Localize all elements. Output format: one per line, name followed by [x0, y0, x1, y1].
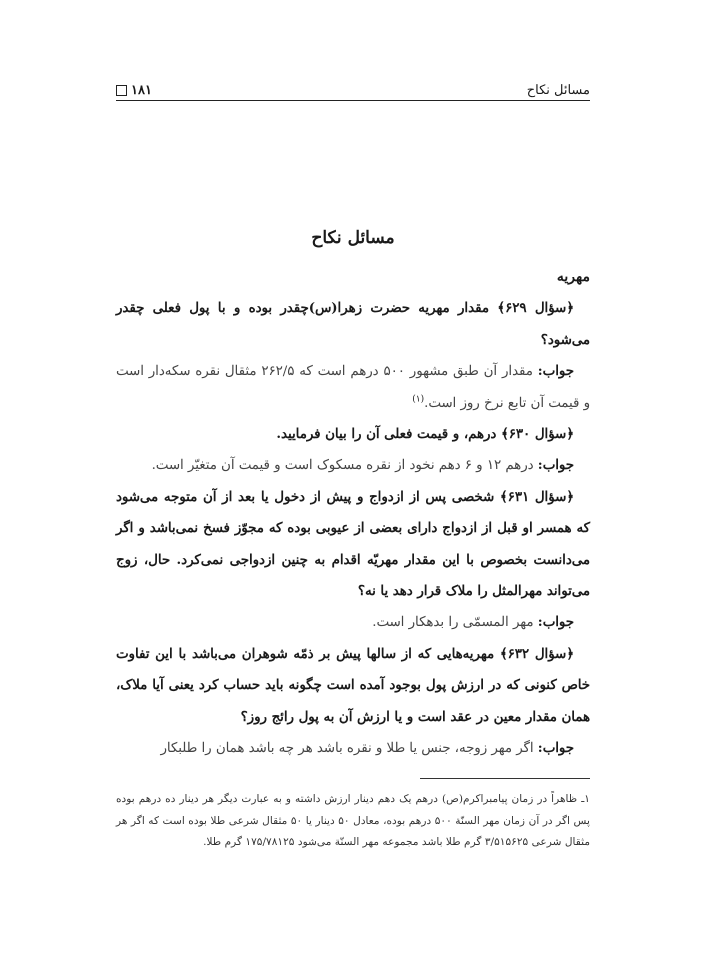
header-rule: [116, 100, 590, 101]
question-630: [116, 419, 590, 450]
question-632: [116, 639, 590, 733]
footnote-reference: (۱): [412, 394, 425, 405]
page-number-value: ۱۸۱: [131, 83, 152, 98]
running-header: [116, 74, 590, 98]
running-title: مسائل نکاح: [526, 83, 590, 98]
subsection-heading: مهریه: [556, 269, 590, 285]
question-text: مهریه‌هایی که از سالها پیش بر ذمّه شوهران می‌باشد با این تفاوت خاص کنونی که در ارزش پول بوجود آمده است چگونه باید حساب کرد یعنی آیا ملاک، همان مقدار معین در عقد است و یا ارزش آن به پول رائج روز؟: [116, 646, 590, 725]
question-marker: ﴿سؤال ۶۳۱﴾: [499, 489, 574, 505]
answer-label: جواب:: [537, 364, 574, 380]
footnote-rule: [420, 778, 590, 779]
answer-629: [116, 356, 590, 419]
body-text: [116, 262, 590, 765]
question-text: شخصی پس از ازدواج و پیش از دخول یا بعد از آن متوجه می‌شود که همسر او قبل از ازدواج دارای بعضی از عیوبی بوده که مجوّز فسخ نمی‌باشد و اگر می‌دانست بخصوص با این مقدار مهریّه اقدام به چنین ازدواجی نمی‌کرد. حال، زوج می‌تواند مهرالمثل را ملاک قرار دهد یا نه؟: [116, 489, 590, 600]
answer-label: جواب:: [537, 458, 574, 474]
question-629: [116, 293, 590, 356]
question-marker: ﴿سؤال ۶۲۹﴾: [497, 301, 574, 317]
answer-630: [116, 450, 590, 481]
question-631: [116, 482, 590, 608]
section-title: مسائل نکاح: [311, 228, 395, 248]
answer-text: اگر مهر زوجه، جنس یا طلا و نقره باشد هر چه باشد همان را طلبکار: [160, 741, 538, 757]
question-text: مقدار مهریه حضرت زهرا(س)چقدر بوده و با پول فعلی چقدر می‌شود؟: [116, 301, 590, 348]
answer-text: درهم ۱۲ و ۶ دهم نخود از نقره مسکوک است و قیمت آن متغیّر است.: [151, 458, 538, 474]
question-marker: ﴿سؤال ۶۳۰﴾: [500, 427, 574, 443]
footnote: ۱ـ ظاهراً در زمان پیامبراکرم(ص) درهم یک دهم دینار ارزش داشته و به عبارت دیگر هر دینار ده درهم بوده پس اگر در آن زمان مهر السنّة ۵۰۰ درهم بوده، معادل ۵۰ دینار یا ۵۰ مثقال شرعی طلا بوده است که اگر هر مثقال شرعی ۳/۵۱۵۶۲۵ گرم طلا باشد مجموعه مهر السنّة می‌شود ۱۷۵/۷۸۱۲۵ گرم طلا.: [116, 793, 590, 848]
answer-label: جواب:: [537, 615, 574, 631]
question-text: درهم، و قیمت فعلی آن را بیان فرمایید.: [276, 427, 501, 443]
question-marker: ﴿سؤال ۶۳۲﴾: [499, 646, 574, 662]
page-number: [116, 83, 152, 98]
answer-text: مقدار آن طبق مشهور ۵۰۰ درهم است که ۲۶۲/۵ مثقال نقره سکه‌دار است و قیمت آن تابع نرخ روز است.: [116, 364, 590, 411]
square-ornament-icon: [116, 85, 127, 96]
answer-text: مهر المسمّی را بدهکار است.: [372, 615, 538, 631]
answer-631: [116, 607, 590, 638]
answer-632: [116, 733, 590, 764]
answer-label: جواب:: [537, 741, 574, 757]
